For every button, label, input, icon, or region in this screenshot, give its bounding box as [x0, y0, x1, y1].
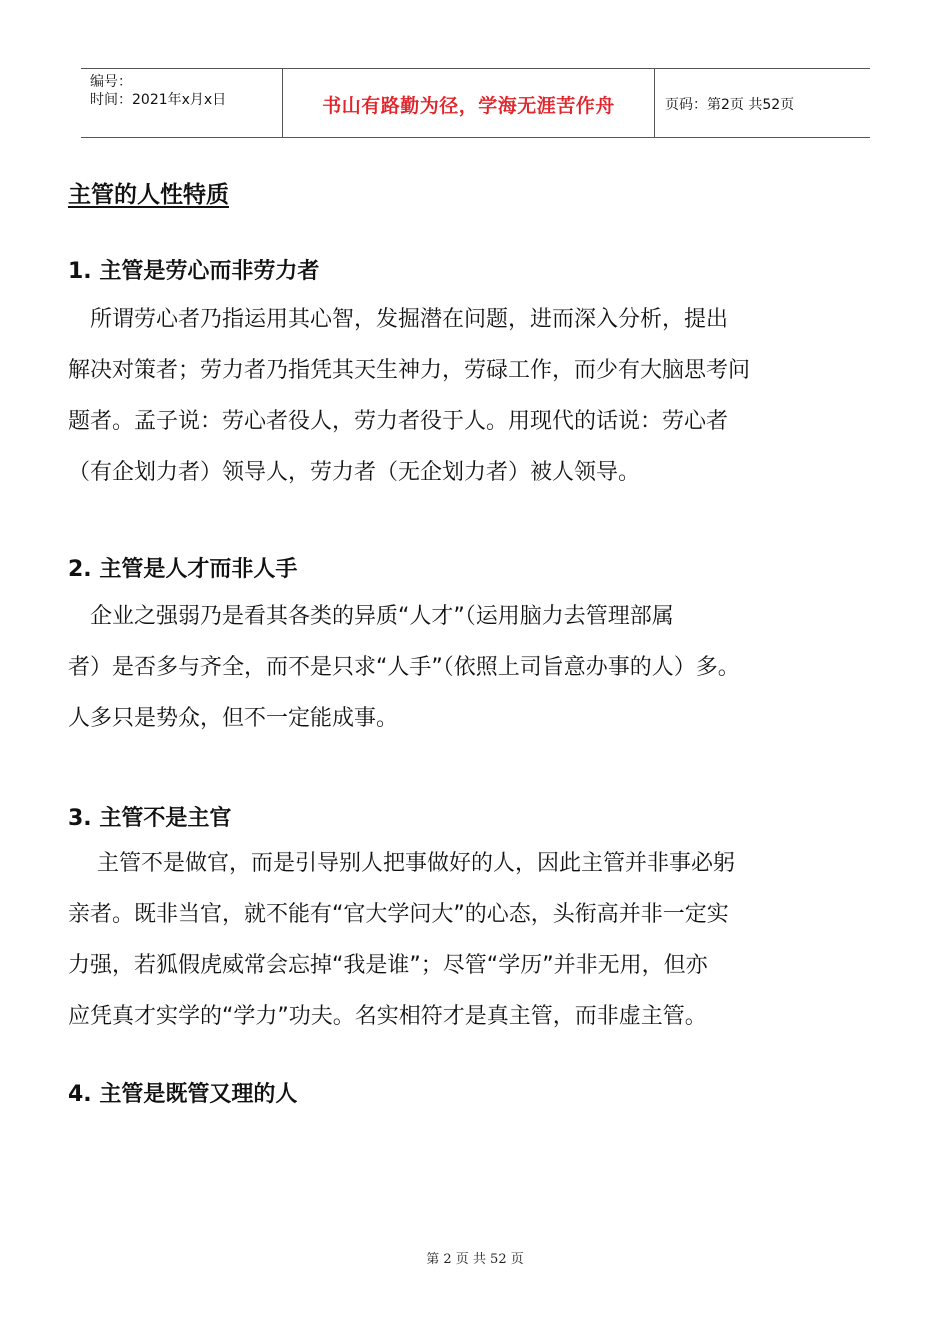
- header-meta-cell: [81, 69, 283, 137]
- paragraph-line: 企业之强弱乃是看其各类的异质“人才”（运用脑力去管理部属: [68, 604, 674, 629]
- page-info: 页码：第2页 共52页: [665, 97, 795, 113]
- section-heading-2: 2. 主管是人才而非人手: [68, 557, 298, 582]
- paragraph-line: （有企划力者）领导人，劳力者（无企划力者）被人领导。: [68, 460, 641, 485]
- section-heading-1: 1. 主管是劳心而非劳力者: [68, 259, 320, 284]
- section-heading-3: 3. 主管不是主官: [68, 806, 232, 831]
- paragraph-line: 人多只是势众，但不一定能成事。: [68, 706, 399, 731]
- section-body-2: [68, 591, 880, 744]
- header-page-cell: [655, 69, 870, 137]
- header-motto-cell: [283, 69, 655, 137]
- paragraph-line: 题者。孟子说：劳心者役人，劳力者役于人。用现代的话说：劳心者: [68, 409, 729, 434]
- paragraph-line: 主管不是做官，而是引导别人把事做好的人，因此主管并非事必躬: [68, 851, 735, 876]
- paragraph-line: 力强，若狐假虎威常会忘掉“我是谁”；尽管“学历”并非无用，但亦: [68, 953, 708, 978]
- page-footer: 第 2 页 共 52 页: [426, 1252, 524, 1267]
- paragraph-line: 亲者。既非当官，就不能有“官大学问大”的心态，头衔高并非一定实: [68, 902, 729, 927]
- paragraph-line: 应凭真才实学的“学力”功夫。名实相符才是真主管，而非虚主管。: [68, 1004, 707, 1029]
- paragraph-line: 解决对策者；劳力者乃指凭其天生神力，劳碌工作，而少有大脑思考问: [68, 358, 751, 383]
- document-header: [81, 68, 870, 138]
- date-label: 时间：2021年x月x日: [90, 92, 227, 108]
- motto: 书山有路勤为径，学海无涯苦作舟: [322, 95, 615, 117]
- paragraph-line: 者）是否多与齐全，而不是只求“人手”（依照上司旨意办事的人）多。: [68, 655, 740, 680]
- section-body-3: [68, 838, 880, 1042]
- paragraph-line: 所谓劳心者乃指运用其心智，发掘潜在问题，进而深入分析，提出: [68, 307, 729, 332]
- number-label: 编号：: [90, 74, 132, 90]
- section-body-1: [68, 294, 880, 498]
- document-title: 主管的人性特质: [68, 182, 229, 208]
- section-heading-4: 4. 主管是既管又理的人: [68, 1082, 298, 1107]
